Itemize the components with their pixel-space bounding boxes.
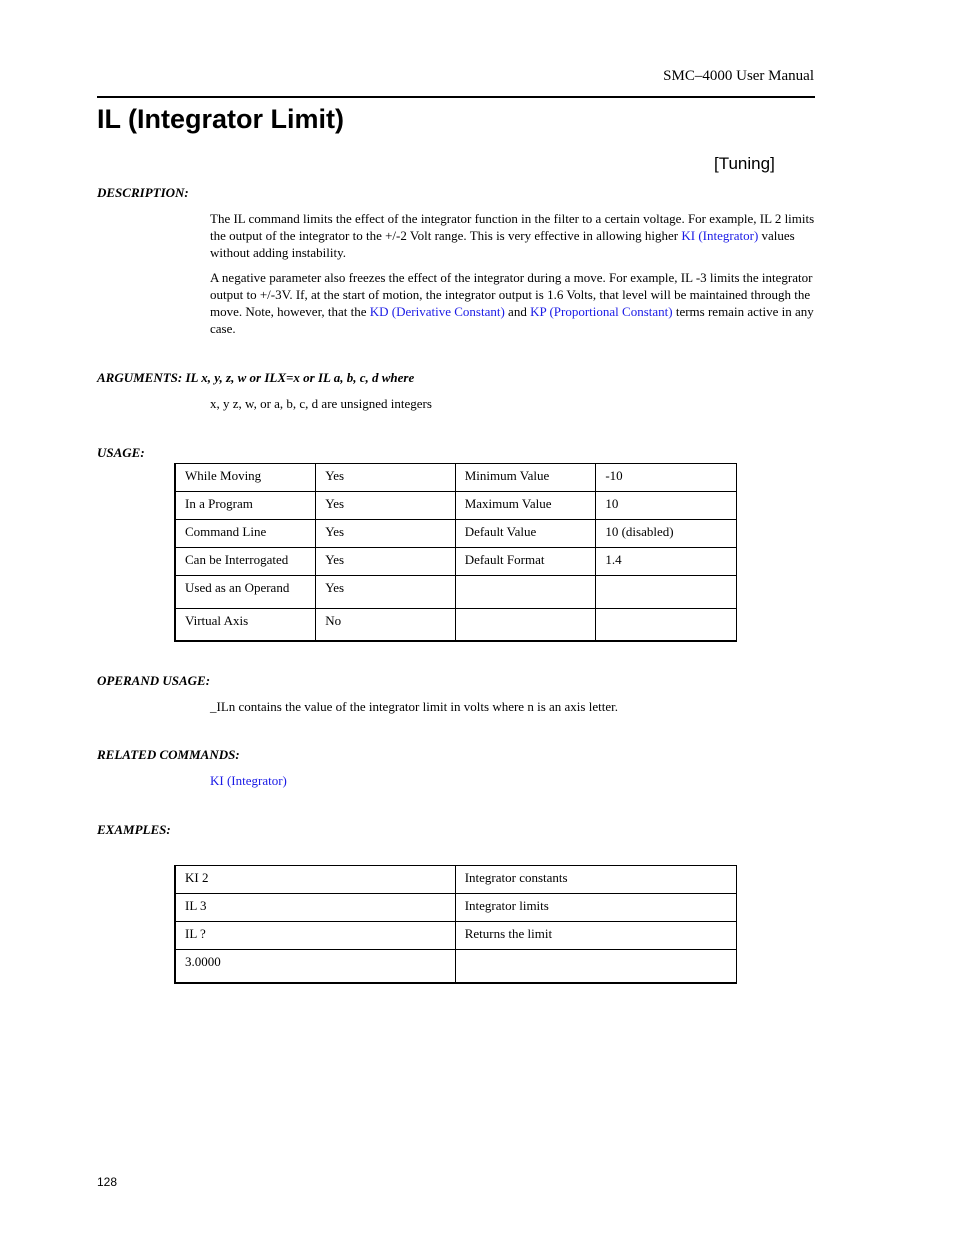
table-cell: -10 — [596, 464, 737, 492]
table-row — [175, 609, 737, 641]
table-cell — [455, 950, 736, 983]
examples-table — [174, 865, 737, 984]
related-commands-list — [210, 772, 815, 789]
table-cell — [455, 609, 596, 641]
table-cell: Yes — [316, 576, 455, 609]
page-number: 128 — [97, 1175, 118, 1189]
table-cell: Yes — [316, 520, 455, 548]
header-rule — [97, 96, 815, 98]
table-cell: IL ? — [175, 922, 455, 950]
table-cell: Minimum Value — [455, 464, 596, 492]
table-cell: Integrator limits — [455, 894, 736, 922]
description-p1-text: The IL command limits the effect of the integrator function in the filter to a certain voltage. For example, IL 2 limits the output of the integrator to the +/-2 Volt range. This is very effective in allowing higher — [210, 211, 815, 243]
table-cell: In a Program — [175, 492, 316, 520]
table-row — [175, 922, 737, 950]
table-cell: Maximum Value — [455, 492, 596, 520]
table-row — [175, 894, 737, 922]
table-cell: While Moving — [175, 464, 316, 492]
table-row — [175, 576, 737, 609]
ki-integrator-link[interactable]: KI (Integrator) — [681, 228, 759, 243]
operand-usage-label: OPERAND USAGE: — [97, 673, 211, 688]
table-cell: Yes — [316, 492, 455, 520]
usage-label: USAGE: — [97, 445, 145, 460]
table-cell: Used as an Operand — [175, 576, 316, 609]
table-cell: Can be Interrogated — [175, 548, 316, 576]
arguments-label: ARGUMENTS: IL x, y, z, w or ILX=x or IL a, b, c, d where — [97, 370, 415, 385]
description-p2-tail: terms remain active in any case. — [210, 304, 814, 336]
table-cell: Virtual Axis — [175, 609, 316, 641]
kd-derivative-link[interactable]: KD (Derivative Constant) — [369, 304, 505, 319]
table-cell: 1.4 — [596, 548, 737, 576]
table-cell: Integrator constants — [455, 866, 736, 894]
table-row — [175, 464, 737, 492]
table-cell: Default Format — [455, 548, 596, 576]
examples-label: EXAMPLES: — [97, 822, 171, 837]
table-cell: 10 — [596, 492, 737, 520]
description-paragraph-1 — [210, 210, 815, 261]
operand-usage-text: _ILn contains the value of the integrator limit in volts where n is an axis letter. — [210, 699, 618, 714]
page-title: IL (Integrator Limit) — [97, 104, 344, 134]
description-p1-tail: values without adding instability. — [210, 228, 795, 260]
kp-proportional-link[interactable]: KP (Proportional Constant) — [530, 304, 673, 319]
arguments-text: x, y z, w, or a, b, c, d are unsigned integers — [210, 396, 432, 411]
table-cell: Command Line — [175, 520, 316, 548]
table-row — [175, 548, 737, 576]
table-cell: Default Value — [455, 520, 596, 548]
description-p2-mid: and — [504, 304, 531, 319]
description-label: DESCRIPTION: — [97, 185, 189, 200]
table-cell: 3.0000 — [175, 950, 455, 983]
related-ki-integrator-link[interactable]: KI (Integrator) — [210, 773, 287, 788]
related-commands-label: RELATED COMMANDS: — [97, 747, 240, 762]
table-cell — [455, 576, 596, 609]
table-cell: 10 (disabled) — [596, 520, 737, 548]
table-cell: KI 2 — [175, 866, 455, 894]
description-body — [210, 210, 815, 345]
usage-table — [174, 463, 737, 642]
table-cell: No — [316, 609, 455, 641]
table-cell: IL 3 — [175, 894, 455, 922]
category-label: [Tuning] — [714, 154, 775, 173]
table-cell: Yes — [316, 548, 455, 576]
description-paragraph-2 — [210, 269, 815, 337]
table-row — [175, 950, 737, 983]
table-row — [175, 492, 737, 520]
table-row — [175, 520, 737, 548]
table-cell — [596, 576, 737, 609]
table-cell: Yes — [316, 464, 455, 492]
description-p2-text: A negative parameter also freezes the effect of the integrator during a move. For example, IL -3 limits the integrator output to +/-3V. If, at the start of motion, the integrator output is 1.6 Volts, that level will be maintained through the move. Note, however, that the — [210, 270, 813, 319]
table-cell: Returns the limit — [455, 922, 736, 950]
running-header: SMC–4000 User Manual — [663, 68, 814, 84]
table-cell — [596, 609, 737, 641]
table-row — [175, 866, 737, 894]
